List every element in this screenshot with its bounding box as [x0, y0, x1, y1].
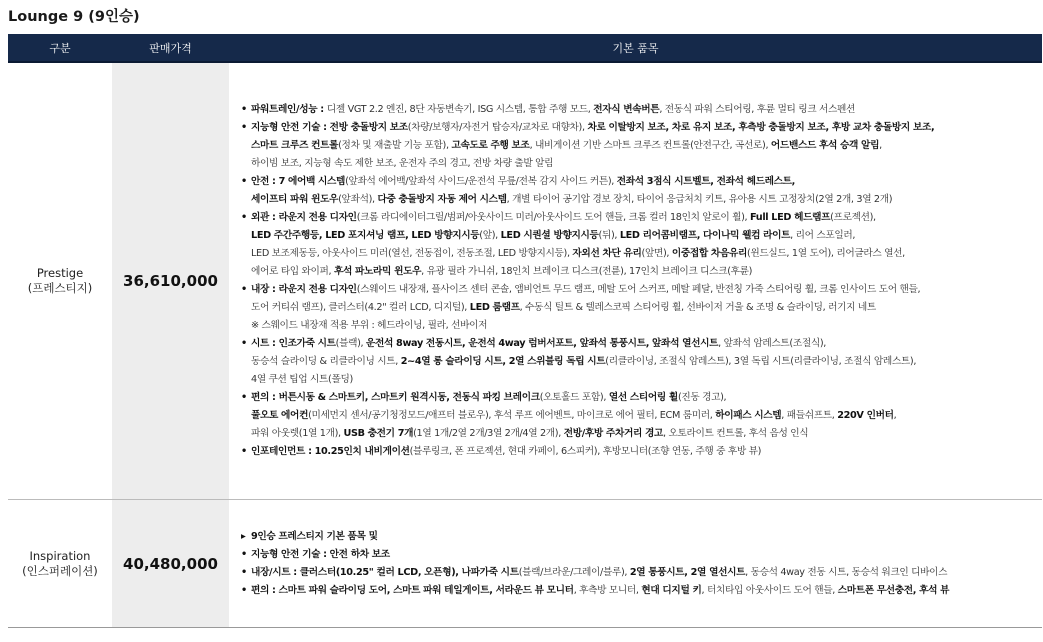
spec-text-bold: 내장 : 라운지 전용 디자인: [251, 284, 357, 295]
spec-text: ,: [893, 410, 897, 421]
spec-text: (오토홀드 포함),: [539, 392, 609, 403]
bullet-icon: •: [241, 446, 247, 457]
spec-text: , 동승석 4way 전동 시트, 동승석 워크인 디바이스: [745, 566, 948, 578]
spec-text-bold: LED 주간주행등, LED 포지셔닝 램프, LED 방향지시등: [251, 230, 480, 241]
spec-text-bold: 시트 : 인조가죽 시트: [251, 338, 336, 349]
spec-text-bold: 하이패스 시스템: [715, 410, 782, 421]
trim-name-kr: (인스퍼레이션): [22, 563, 98, 578]
spec-text: 4열 쿠션 팁업 시트(폴딩): [251, 374, 353, 385]
spec-text: (프로젝션),: [830, 212, 876, 223]
spec-text: (앞좌석),: [338, 194, 378, 205]
price-cell: 40,480,000: [112, 500, 229, 628]
spec-text: (정차 및 재출발 기능 포함),: [338, 140, 452, 151]
spec-line: [241, 582, 1042, 600]
spec-line: [241, 564, 1042, 582]
spec-text: 도어 커티쉬 램프), 클러스터(4.2" 컬러 LCD, 디지털),: [251, 302, 470, 313]
spec-text: ,: [879, 140, 882, 151]
spec-line: [241, 443, 1042, 461]
spec-text: ※ 스웨이드 내장재 적용 부위 : 헤드라이닝, 필라, 선바이저: [251, 320, 488, 331]
table-row-prestige: [8, 62, 1042, 500]
spec-text-bold: 내장/시트 : 클러스터(10.25" 컬러 LCD, 오픈형), 나파가죽 시트: [251, 566, 519, 578]
spec-text: (앞좌석 에어백/앞좌석 사이드/운전석 무릎/전복 감지 사이드 커튼),: [345, 176, 617, 187]
spec-text: 하이빔 보조, 지능형 속도 제한 보조, 운전자 주의 경고, 전방 차량 출발 알림: [251, 158, 554, 169]
spec-text: LED 보조제동등, 아웃사이드 미러(열선, 전동접이, 전동조절, LED 방향지시등),: [251, 248, 573, 259]
spec-text: , 유광 필라 가니쉬, 18인치 브레이크 디스크(전륜), 17인치 브레이크 디스크(후륜): [421, 266, 753, 277]
spec-line: [241, 173, 1042, 191]
spec-line: [241, 371, 1042, 389]
spec-text-bold: LED 룸램프: [469, 302, 520, 313]
header-trim: 구분: [8, 34, 112, 62]
spec-text-bold: 220V 인버터: [837, 410, 894, 421]
spec-text: (앞면),: [641, 248, 672, 259]
spec-text: (스웨이드 내장재, 플사이즈 센터 콘솔, 앰비언트 무드 램프, 메탈 도어 스커프, 메탈 페달, 반전칭 가죽 스티어링 휠, 크롬 인사이드 도어 핸들,: [356, 284, 921, 295]
spec-text-bold: 9인승 프레스티지 기본 품목 및: [251, 530, 378, 542]
item-list: [241, 528, 1042, 600]
spec-text-bold: 후석 파노라믹 윈도우: [333, 266, 422, 277]
spec-text-bold: LED 리어콤비램프, 다이나믹 웰컴 라이트: [619, 230, 791, 241]
spec-text-bold: 지능형 안전 기술 : 안전 하차 보조: [251, 548, 390, 560]
price-cell: 36,610,000: [112, 62, 229, 500]
bullet-icon: •: [241, 122, 247, 133]
spec-text: (1열 1개/2열 2개/3열 2개/4열 2개),: [413, 428, 564, 439]
spec-text: (윈드실드, 1열 도어), 리어글라스 열선,: [746, 248, 905, 259]
spec-text-bold: 다중 충돌방지 자동 제어 시스템: [377, 194, 507, 205]
header-price: 판매가격: [112, 34, 229, 62]
spec-table: [8, 34, 1042, 628]
spec-text: 파워 아웃렛(1열 1개),: [251, 428, 344, 439]
spec-text-bold: 고속도로 주행 보조: [451, 140, 530, 151]
spec-line: [241, 317, 1042, 335]
spec-text: (앞),: [479, 230, 501, 241]
spec-text: , 내비게이션 기반 스마트 크루즈 컨트롤(안전구간, 곡선로),: [529, 140, 771, 151]
spec-line: [241, 281, 1042, 299]
spec-text-bold: 어드밴스드 후석 승객 알림: [770, 140, 880, 151]
trim-cell: [8, 500, 112, 628]
spec-text-bold: 파워트레인/성능 :: [251, 104, 327, 115]
header-items: 기본 품목: [229, 34, 1042, 62]
spec-text: , 수동식 틸트 & 텔레스코픽 스티어링 휠, 선바이저 거울 & 조명 & 슬라이딩, 러기지 네트: [519, 302, 876, 313]
bullet-icon: •: [241, 548, 247, 560]
spec-text: (미세먼지 센서/공기청정모드/애프터 블로우), 후석 루프 에어벤트, 마이크로 에어 필터, ECM 룸미러,: [308, 410, 716, 421]
spec-text-bold: 차로 이탈방지 보조, 차로 유지 보조, 후측방 충돌방지 보조, 후방 교차 충돌방지 보조,: [587, 122, 935, 133]
page-title: Lounge 9 (9인승): [8, 9, 140, 25]
spec-text-bold: 현대 디지털 키: [641, 584, 702, 596]
spec-text-bold: 이중접합 차음유리: [671, 248, 747, 259]
bullet-icon: •: [241, 104, 247, 115]
spec-text: (블루링크, 폰 프로젝션, 현대 카페이, 6스피커), 후방모니터(조향 연동, 주행 중 후방 뷰): [409, 446, 762, 457]
spec-line: [241, 155, 1042, 173]
spec-text: , 터치타입 아웃사이드 도어 핸들,: [701, 584, 838, 596]
spec-text-bold: LED 시퀀셜 방향지시등: [500, 230, 599, 241]
spec-text: (리클라이닝, 조절식 암레스트), 3열 독립 시트(리클라이닝, 조절식 암레스트),: [605, 356, 917, 367]
spec-text-bold: 세이프티 파워 윈도우: [251, 194, 339, 205]
spec-text: , 오토라이트 컨트롤, 후석 음성 인식: [663, 428, 809, 439]
spec-text-bold: 2~4열 롱 슬라이딩 시트, 2열 스위블링 독립 시트: [400, 356, 606, 367]
spec-text: (뒤),: [598, 230, 620, 241]
spec-line: [241, 353, 1042, 371]
spec-text-bold: Full LED 헤드램프: [749, 212, 831, 223]
bullet-icon: •: [241, 566, 247, 578]
spec-text-bold: 전좌석 3점식 시트벨트, 전좌석 헤드레스트,: [616, 176, 796, 187]
spec-text: , 앞좌석 암레스트(조절식),: [718, 338, 826, 349]
spec-text-bold: 외관 : 라운지 전용 디자인: [251, 212, 357, 223]
table-row-inspiration: [8, 500, 1042, 628]
spec-text: , 패들쉬프트,: [781, 410, 838, 421]
spec-text-bold: 운전석 8way 전동시트, 운전석 4way 럼버서포트, 앞좌석 통풍시트, 앞좌석 열선시트: [366, 338, 719, 349]
spec-text-bold: 스마트폰 무선충전, 후석 뷰: [837, 584, 950, 596]
spec-line: [241, 389, 1042, 407]
spec-line: [241, 101, 1042, 119]
bullet-icon: •: [241, 176, 247, 187]
spec-line: [241, 425, 1042, 443]
spec-text-bold: 지능형 안전 기술 : 전방 충돌방지 보조: [251, 122, 408, 133]
spec-text-bold: 2열 통풍시트, 2열 열선시트: [629, 566, 746, 578]
spec-text-bold: 인포테인먼트 : 10.25인치 내비게이션: [251, 446, 410, 457]
spec-text: (진동 경고),: [677, 392, 727, 403]
table-header-row: [8, 34, 1042, 62]
spec-line: [241, 227, 1042, 245]
spec-text-bold: 스마트 크루즈 컨트롤: [251, 140, 339, 151]
spec-text-bold: 열선 스티어링 휠: [608, 392, 678, 403]
trim-name: Prestige: [36, 266, 84, 280]
spec-line: [241, 119, 1042, 137]
spec-text-bold: USB 충전기 7개: [343, 428, 414, 439]
spec-text-bold: 전자식 변속버튼: [593, 104, 660, 115]
spec-text-bold: 자외선 차단 유리: [572, 248, 642, 259]
spec-text: (차량/보행자/자전거 탑승자/교차로 대향차),: [407, 122, 588, 133]
spec-line: [241, 263, 1042, 281]
spec-text: , 후측방 모니터,: [573, 584, 642, 596]
bullet-icon: •: [241, 338, 247, 349]
spec-line: [241, 335, 1042, 353]
bullet-icon: •: [241, 212, 247, 223]
bullet-icon: ▸: [241, 530, 246, 542]
spec-text-bold: 안전 : 7 에어백 시스템: [251, 176, 346, 187]
bullet-icon: •: [241, 392, 247, 403]
bullet-icon: •: [241, 584, 247, 596]
spec-line: [241, 191, 1042, 209]
spec-text: (크롬 라디에이터그릴/범퍼/아웃사이드 미러/아웃사이드 도어 핸들, 크롬 컬러 18인치 알로이 휠),: [356, 212, 750, 223]
spec-line: [241, 407, 1042, 425]
spec-line: [241, 299, 1042, 317]
spec-text: , 개별 타이어 공기압 경보 장치, 타이어 응급처치 키트, 유아용 시트 고정장치(2열 2개, 3열 2개): [506, 194, 893, 205]
trim-name: Inspiration: [29, 548, 91, 563]
spec-line: [241, 245, 1042, 263]
items-cell: [229, 500, 1042, 628]
spec-line: [241, 528, 1042, 546]
spec-text: 디젤 VGT 2.2 엔진, 8단 자동변속기, ISG 시스템, 통합 주행 모드,: [326, 104, 594, 115]
spec-line: [241, 209, 1042, 227]
trim-name-kr: (프레스티지): [27, 281, 93, 295]
bullet-icon: •: [241, 284, 247, 295]
spec-text: (블랙),: [335, 338, 367, 349]
spec-text: (블랙/브라운/그레이/블루),: [518, 566, 630, 578]
spec-text-bold: 편의 : 버튼시동 & 스마트키, 스마트키 원격시동, 전동식 파킹 브레이크: [251, 392, 540, 403]
spec-text-bold: 풀오토 에어컨: [251, 410, 309, 421]
trim-cell: [8, 62, 112, 500]
spec-text-bold: 전방/후방 주차거리 경고: [563, 428, 664, 439]
spec-text: 동승석 슬라이딩 & 리클라이닝 시트,: [251, 356, 401, 367]
spec-line: [241, 137, 1042, 155]
spec-text: , 리어 스포일러,: [790, 230, 856, 241]
spec-text: 에어로 타입 와이퍼,: [251, 266, 334, 277]
item-list: [241, 101, 1042, 461]
items-cell: [229, 62, 1042, 500]
spec-text: , 전동식 파워 스티어링, 후륜 멀티 링크 서스펜션: [659, 104, 856, 115]
spec-text-bold: 편의 : 스마트 파워 슬라이딩 도어, 스마트 파워 테일게이트, 서라운드 뷰 모니터: [251, 584, 574, 596]
spec-line: [241, 546, 1042, 564]
